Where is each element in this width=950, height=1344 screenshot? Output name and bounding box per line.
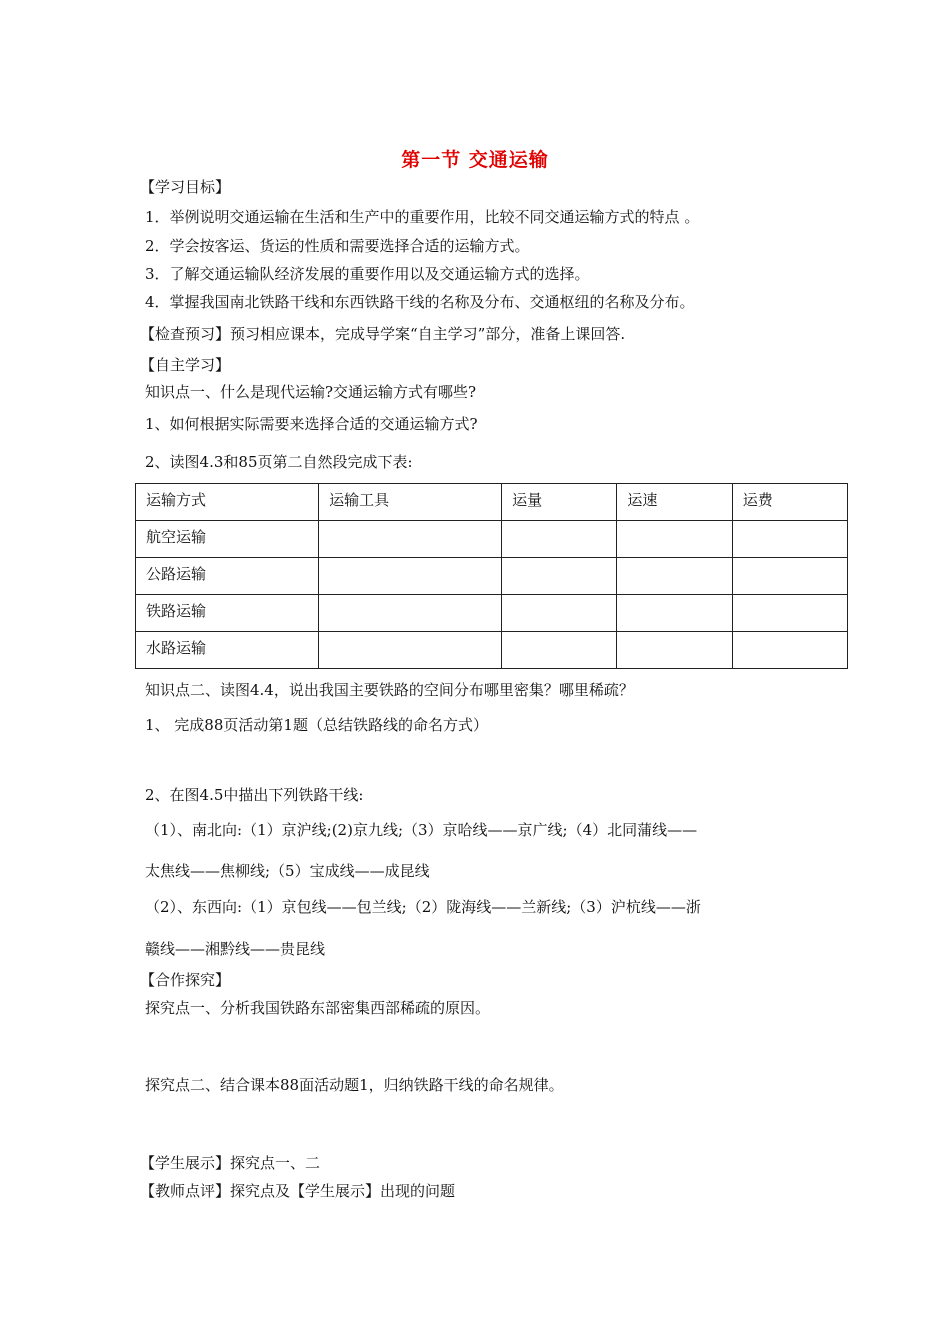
kp2-question-1: 1、 完成88页活动第1题（总结铁路线的命名方式） xyxy=(145,716,488,734)
table-cell[interactable] xyxy=(617,558,732,595)
self-study-header: 【自主学习】 xyxy=(140,356,231,374)
table-row xyxy=(136,632,848,669)
objective-item-4: 4．掌握我国南北铁路干线和东西铁路干线的名称及分布、交通枢纽的名称及分布。 xyxy=(145,293,695,311)
preview-text: 【检查预习】预习相应课本，完成导学案“自主学习”部分，准备上课回答. xyxy=(140,325,626,343)
table-cell[interactable] xyxy=(732,558,847,595)
table-header-cell: 运费 xyxy=(732,484,847,521)
inquiry-point-1: 探究点一、分析我国铁路东部密集西部稀疏的原因。 xyxy=(145,999,491,1017)
knowledge-point-1: 知识点一、什么是现代运输?交通运输方式有哪些? xyxy=(145,383,477,401)
objective-item-2: 2．学会按客运、货运的性质和需要选择合适的运输方式。 xyxy=(145,237,530,255)
teacher-review: 【教师点评】探究点及【学生展示】出现的问题 xyxy=(140,1182,456,1200)
east-west-lines-1: （2）、东西向:（1）京包线——包兰线;（2）陇海线——兰新线;（3）沪杭线——浙 xyxy=(145,898,701,916)
question-1: 1、如何根据实际需要来选择合适的交通运输方式? xyxy=(145,415,478,433)
table-cell[interactable] xyxy=(319,558,502,595)
table-header-cell: 运量 xyxy=(502,484,617,521)
table-cell[interactable] xyxy=(617,595,732,632)
knowledge-point-2: 知识点二、读图4.4，说出我国主要铁路的空间分布哪里密集？哪里稀疏？ xyxy=(145,681,634,699)
north-south-lines-2: 太焦线——焦柳线;（5）宝成线——成昆线 xyxy=(145,862,430,880)
table-header-cell: 运输工具 xyxy=(319,484,502,521)
table-cell[interactable] xyxy=(502,632,617,669)
table-cell[interactable] xyxy=(617,521,732,558)
table-cell[interactable] xyxy=(617,632,732,669)
table-cell[interactable] xyxy=(732,632,847,669)
table-header-cell: 运输方式 xyxy=(136,484,319,521)
table-cell[interactable] xyxy=(732,595,847,632)
objectives-header: 【学习目标】 xyxy=(140,178,231,196)
table-cell[interactable] xyxy=(732,521,847,558)
cooperation-header: 【合作探究】 xyxy=(140,971,231,989)
transport-table xyxy=(135,483,848,669)
table-cell[interactable] xyxy=(319,521,502,558)
north-south-lines-1: （1）、南北向:（1）京沪线;(2)京九线;（3）京哈线——京广线;（4）北同蒲线—— xyxy=(145,821,698,839)
table-cell[interactable] xyxy=(502,595,617,632)
table-cell[interactable] xyxy=(319,595,502,632)
objective-item-1: 1．举例说明交通运输在生活和生产中的重要作用，比较不同交通运输方式的特点 。 xyxy=(145,208,700,226)
table-cell: 航空运输 xyxy=(136,521,319,558)
table-cell[interactable] xyxy=(502,558,617,595)
inquiry-point-2: 探究点二、结合课本88面活动题1，归纳铁路干线的命名规律。 xyxy=(145,1076,564,1094)
kp2-question-2: 2、在图4.5中描出下列铁路干线: xyxy=(145,786,364,804)
table-row xyxy=(136,595,848,632)
table-header-row xyxy=(136,484,848,521)
east-west-lines-2: 赣线——湘黔线——贵昆线 xyxy=(145,940,326,958)
student-display: 【学生展示】探究点一、二 xyxy=(140,1154,321,1172)
objective-item-3: 3．了解交通运输队经济发展的重要作用以及交通运输方式的选择。 xyxy=(145,265,590,283)
table-header-cell: 运速 xyxy=(617,484,732,521)
table-cell[interactable] xyxy=(319,632,502,669)
page-title: 第一节 交通运输 xyxy=(401,149,549,171)
table-cell[interactable] xyxy=(502,521,617,558)
table-cell: 水路运输 xyxy=(136,632,319,669)
table-row xyxy=(136,521,848,558)
table-cell: 公路运输 xyxy=(136,558,319,595)
table-row xyxy=(136,558,848,595)
question-2: 2、读图4.3和85页第二自然段完成下表: xyxy=(145,453,413,471)
table-cell: 铁路运输 xyxy=(136,595,319,632)
